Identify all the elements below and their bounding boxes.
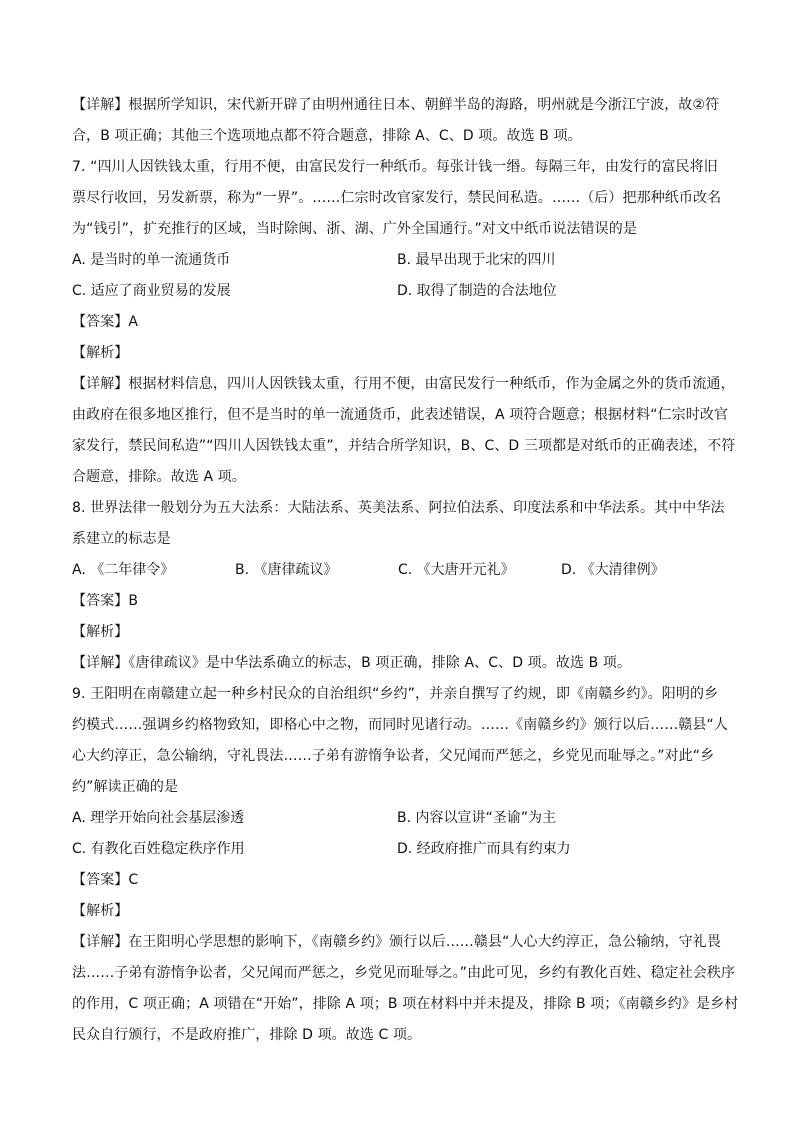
analysis-q7-cont: 家发行，禁民间私造”“四川人因铁钱太重”，并结合所学知识，B、C、D 三项都是对纸币的正确表述，不符 <box>72 438 736 454</box>
question-8-options-row <box>72 555 724 586</box>
analysis-q7: 【详解】根据材料信息，四川人因铁钱太重，行用不便，由富民发行一种纸币，作为金属之外的货币流通， <box>72 376 735 392</box>
analysis-heading-q7: 【解析】 <box>72 345 129 361</box>
analysis-q6: 【详解】根据所学知识，宋代新开辟了由明州通往日本、朝鲜半岛的海路，明州就是今浙江宁波，故②符 <box>72 97 720 113</box>
analysis-heading-q9: 【解析】 <box>72 903 129 919</box>
answer-q8: 【答案】B <box>72 593 139 609</box>
question-7-stem-cont: 为“钱引”，扩充推行的区域，当时除闽、浙、湖、广外全国通行。”对文中纸币说法错误的是 <box>72 221 637 237</box>
question-9-options-row-1 <box>72 803 724 834</box>
option-b: B. 最早出现于北宋的四川 <box>397 252 556 268</box>
question-9-stem-cont: 心大约淳正，急公输纳，守礼畏法……子弟有游惰争讼者，父兄闻而严惩之，乡党见而耻辱之。”对此“乡 <box>72 748 715 764</box>
analysis-q8: 【详解】《唐律疏议》是中华法系确立的标志，B 项正确，排除 A、C、D 项。故选 B 项。 <box>72 655 632 671</box>
answer-q7: 【答案】A <box>72 314 139 330</box>
analysis-q9-cont: 民众自行颁行，不是政府推广，排除 D 项。故选 C 项。 <box>72 1027 422 1043</box>
question-9-options-row-2 <box>72 834 724 865</box>
analysis-q9-cont: 法……子弟有游惰争讼者，父兄闻而严惩之，乡党见而耻辱之。”由此可见，乡约有教化百姓、稳定社会秩序 <box>72 965 736 981</box>
question-7-stem: 7. “四川人因铁钱太重，行用不便，由富民发行一种纸币。每张计钱一缗。每隔三年，由发行的富民将旧 <box>72 159 718 175</box>
option-b: B. 内容以宣讲“圣谕”为主 <box>397 810 557 826</box>
question-7-stem-cont: 票尽行收回，另发新票，称为“一界”。……仁宗时改官家发行，禁民间私造。……（后）把那种纸币改名 <box>72 190 722 206</box>
analysis-q6-cont: 合，B 项正确；其他三个选项地点都不符合题意，排除 A、C、D 项。故选 B 项。 <box>72 128 582 144</box>
option-d: D. 取得了制造的合法地位 <box>397 283 557 299</box>
option-c: C. 《大唐开元礼》 <box>398 562 515 578</box>
option-d: D. 《大清律例》 <box>561 562 665 578</box>
option-c: C. 有教化百姓稳定秩序作用 <box>72 841 245 857</box>
analysis-q7-cont: 由政府在很多地区推行，但不是当时的单一流通货币，此表述错误，A 项符合题意；根据材料“仁宗时改官 <box>72 407 729 423</box>
question-7-options-row-2 <box>72 276 724 307</box>
question-8-stem: 8. 世界法律一般划分为五大法系：大陆法系、英美法系、阿拉伯法系、印度法系和中华法系。其中中华法 <box>72 500 725 516</box>
question-7-options-row-1 <box>72 245 724 276</box>
option-a: A. 《二年律令》 <box>72 562 175 578</box>
analysis-q9: 【详解】在王阳明心学思想的影响下，《南赣乡约》颁行以后……赣县“人心大约淳正，急公输纳，守礼畏 <box>72 934 721 950</box>
option-d: D. 经政府推广而具有约束力 <box>397 841 571 857</box>
option-b: B. 《唐律疏议》 <box>235 562 338 578</box>
question-9-stem-cont: 约”解读正确的是 <box>72 779 179 795</box>
question-9-stem: 9. 王阳明在南赣建立起一种乡村民众的自治组织“乡约”，并亲自撰写了约规，即《南赣乡约》。阳明的乡 <box>72 686 719 702</box>
option-a: A. 是当时的单一流通货币 <box>72 252 231 268</box>
answer-q9: 【答案】C <box>72 872 139 888</box>
option-a: A. 理学开始向社会基层渗透 <box>72 810 245 826</box>
analysis-q7-cont: 合题意，排除。故选 A 项。 <box>72 469 246 485</box>
question-9-stem-cont: 约模式……强调乡约格物致知，即格心中之物，而同时见诸行动。……《南赣乡约》颁行以后……赣县“人 <box>72 717 728 733</box>
document-page <box>72 90 739 1051</box>
question-8-stem-cont: 系建立的标志是 <box>72 531 171 547</box>
analysis-heading-q8: 【解析】 <box>72 624 129 640</box>
option-c: C. 适应了商业贸易的发展 <box>72 283 231 299</box>
analysis-q9-cont: 的作用，C 项正确；A 项错在“开始”，排除 A 项；B 项在材料中并未提及，排除 B 项；《南赣乡约》是乡村 <box>72 996 739 1012</box>
